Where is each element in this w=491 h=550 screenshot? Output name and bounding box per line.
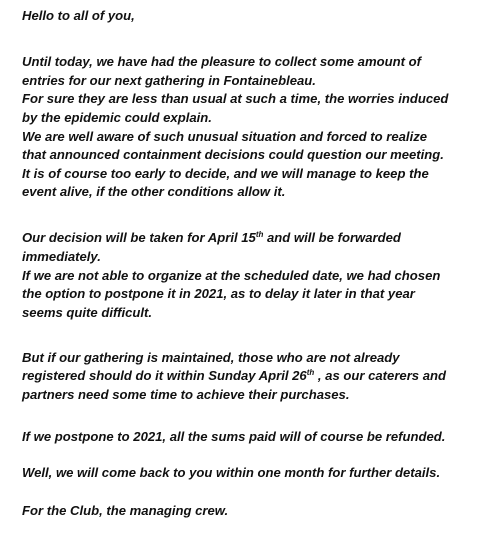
ordinal-suffix: th bbox=[306, 368, 315, 377]
decision-text-cont: and will be forwarded bbox=[263, 230, 401, 245]
decision-date-text: Our decision will be taken for April 15 bbox=[22, 230, 256, 245]
paragraph-1-line-8: event alive, if the other conditions allow it. bbox=[22, 184, 286, 199]
paragraph-1-line-1: Until today, we have had the pleasure to collect some amount of bbox=[22, 54, 421, 69]
paragraph-3-line-3: partners need some time to achieve their purchases. bbox=[22, 387, 350, 402]
paragraph-2-line-2: immediately. bbox=[22, 249, 101, 264]
paragraph-1-line-5: We are well aware of such unusual situation and forced to realize bbox=[22, 129, 428, 144]
signoff: For the Club, the managing crew. bbox=[22, 503, 229, 518]
paragraph-1-line-4: by the epidemic could explain. bbox=[22, 110, 212, 125]
paragraph-2-line-3: If we are not able to organize at the scheduled date, we had chosen bbox=[22, 268, 441, 283]
paragraph-1-line-3: For sure they are less than usual at such a time, the worries induced bbox=[22, 91, 449, 106]
paragraph-1-line-7: It is of course too early to decide, and we will manage to keep the bbox=[22, 166, 429, 181]
paragraph-1-line-6: that announced containment decisions could question our meeting. bbox=[22, 147, 444, 162]
registration-deadline-text: registered should do it within Sunday April 26 bbox=[22, 368, 307, 383]
paragraph-4: If we postpone to 2021, all the sums paid will of course be refunded. bbox=[22, 429, 446, 444]
greeting: Hello to all of you, bbox=[22, 8, 135, 23]
paragraph-2-line-4: the option to postpone it in 2021, as to delay it later in that year bbox=[22, 286, 415, 301]
paragraph-3-line-1: But if our gathering is maintained, those who are not already bbox=[22, 350, 400, 365]
ordinal-suffix: th bbox=[255, 230, 264, 239]
paragraph-5: Well, we will come back to you within one month for further details. bbox=[22, 465, 441, 480]
paragraph-1-line-2: entries for our next gathering in Fontainebleau. bbox=[22, 73, 316, 88]
paragraph-3-line-2 bbox=[22, 367, 446, 386]
registration-text-cont: , as our caterers and bbox=[314, 368, 446, 383]
paragraph-2-line-5: seems quite difficult. bbox=[22, 305, 152, 320]
paragraph-2-line-1 bbox=[22, 229, 401, 248]
